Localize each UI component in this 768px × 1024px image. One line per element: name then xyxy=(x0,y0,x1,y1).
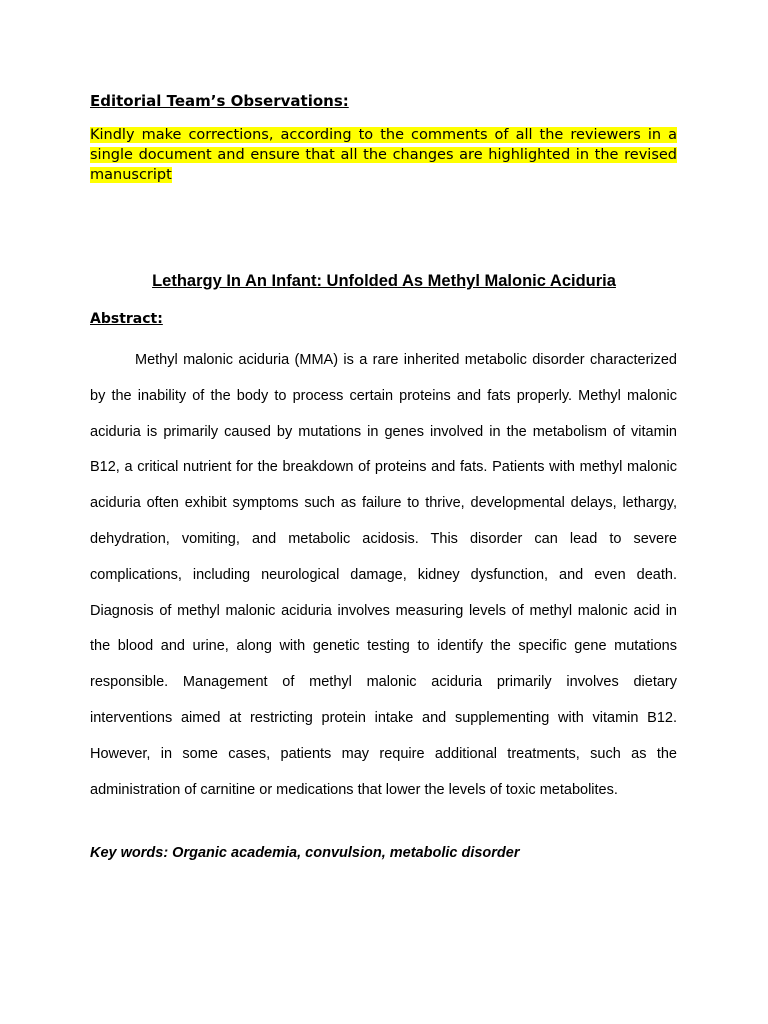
editorial-note xyxy=(90,125,677,185)
abstract-body: Methyl malonic aciduria (MMA) is a rare inherited metabolic disorder characterized by the inability of the body to process certain proteins and fats properly. Methyl malonic aciduria is primarily caused by mutations in genes involved in the metabolism of vitamin B12, a critical nutrient for the breakdown of proteins and fats. Patients with methyl malonic aciduria often exhibit symptoms such as failure to thrive, developmental delays, lethargy, dehydration, vomiting, and metabolic acidosis. This disorder can lead to severe complications, including neurological damage, kidney dysfunction, and even death. Diagnosis of methyl malonic aciduria involves measuring levels of methyl malonic acid in the blood and urine, along with genetic testing to identify the specific gene mutations responsible. Management of methyl malonic aciduria primarily involves dietary interventions aimed at restricting protein intake and supplementing with vitamin B12. However, in some cases, patients may require additional treatments, such as the administration of carnitine or medications that lower the levels of toxic metabolites. xyxy=(90,352,677,798)
keywords: Key words: Organic academia, convulsion, metabolic disorder xyxy=(90,845,520,861)
paper-title: Lethargy In An Infant: Unfolded As Methyl Malonic Aciduria xyxy=(152,272,616,290)
abstract-heading: Abstract: xyxy=(90,311,163,327)
editorial-heading: Editorial Team’s Observations: xyxy=(90,92,349,110)
editorial-note-text: Kindly make corrections, according to the comments of all the reviewers in a single document and ensure that all the changes are highlighted in the revised manuscript xyxy=(90,127,677,183)
